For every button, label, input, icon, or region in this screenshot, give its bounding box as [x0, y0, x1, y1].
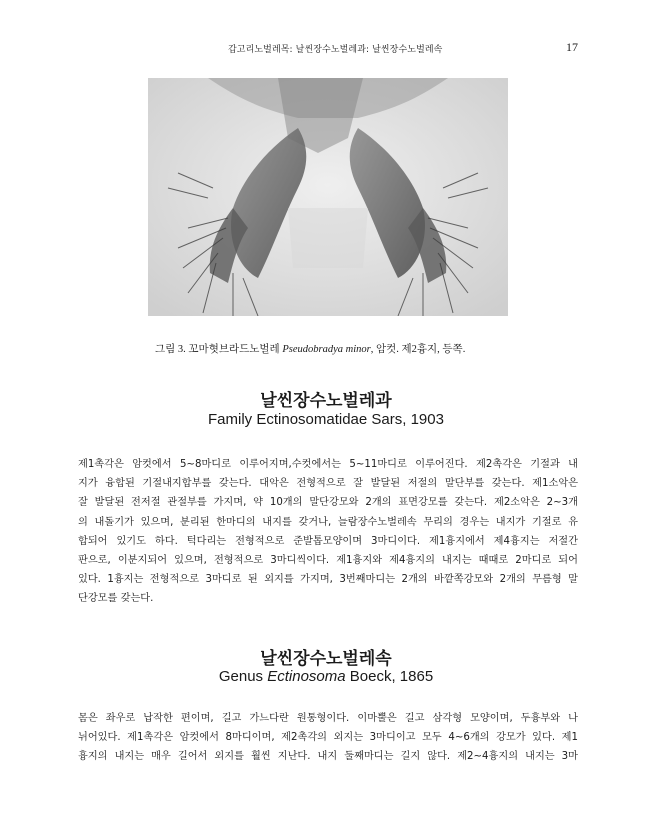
genus-title-suffix: Boeck, 1865 — [345, 668, 434, 685]
caption-suffix: , 암컷. 제2흉지, 등쪽. — [370, 344, 466, 355]
paragraph-line: 단강모를 갖는다. — [78, 593, 154, 605]
genus-title-prefix: Genus — [218, 668, 268, 685]
genus-paragraph — [78, 709, 578, 767]
paragraph-line: 제1촉각은 암컷에서 5~8마디로 이루어지며,수컷에서는 5~11마디로 이루어진다. 제2촉각은 기절과 내 — [78, 459, 578, 470]
page-number: 17 — [566, 40, 578, 54]
paragraph-line: 있다. 1흉지는 전형적으로 3마디로 된 외지를 가지며, 3번째마디는 2개의 바깥쪽강모와 2개의 무름형 말 — [78, 574, 578, 586]
paragraph-line: 의 내돌기가 있으며, 분리된 한마디의 내지를 갖거나, 늘람장수노벌레속 무리의 경우는 내지가 기절로 유 — [78, 516, 578, 528]
paragraph-line: 몸은 좌우로 납작한 편이며, 길고 가느다란 원통형이다. 이마뿔은 길고 삼각형 모양이며, 두흉부와 나 — [78, 713, 578, 724]
paragraph-line: 잘 발달된 전저절 관절부를 가지며, 약 10개의 말단강모와 2개의 표면강모를 갖는다. 제2소악은 2~3개 — [78, 497, 578, 509]
running-head: 갑고리노벌레목: 날씬장수노벌레과: 날씬장수노벌레속 — [228, 45, 443, 55]
caption-species: Pseudobradya minor — [282, 344, 371, 355]
genus-title-en — [0, 668, 652, 685]
paragraph-line: 흉지의 내지는 매우 길어서 외지를 훨씬 지난다. 내지 둘째마디는 길지 않다. 제2~4흉지의 내지는 3마 — [78, 751, 578, 763]
genus-name: Ectinosoma — [267, 668, 346, 685]
family-title-ko: 날씬장수노벌레과 — [260, 391, 392, 411]
copepod-leg-micrograph — [148, 78, 508, 316]
figure-caption — [155, 341, 575, 356]
family-paragraph — [78, 455, 578, 609]
family-title-en: Family Ectinosomatidae Sars, 1903 — [208, 411, 444, 428]
paragraph-line: 합되어 있기도 하다. 턱다리는 전형적으로 준발톱모양이며 3마디이다. 제1흉지에서 제4흉지는 저절간 — [78, 535, 578, 547]
paragraph-line: 뉘어있다. 제1촉각은 암컷에서 8마디이며, 제2촉각의 외지는 3마디이고 모두 4~6개의 강모가 있다. 제1 — [78, 732, 578, 744]
caption-prefix: 그림 3. 꼬마혓브라드노벌레 — [155, 344, 283, 355]
genus-title-ko: 날씬장수노벌레속 — [260, 649, 392, 669]
paragraph-line: 지가 융합된 기절내지합부를 갖는다. 대악은 전형적으로 잘 발달된 저절의 말단부를 갖는다. 제1소악은 — [78, 478, 578, 490]
micrograph-figure — [148, 78, 508, 316]
paragraph-line: 판으로, 이분지되어 있으며, 전형적으로 3마디씩이다. 제1흉지와 제4흉지의 내지는 때때로 2마디로 되어 — [78, 555, 578, 567]
